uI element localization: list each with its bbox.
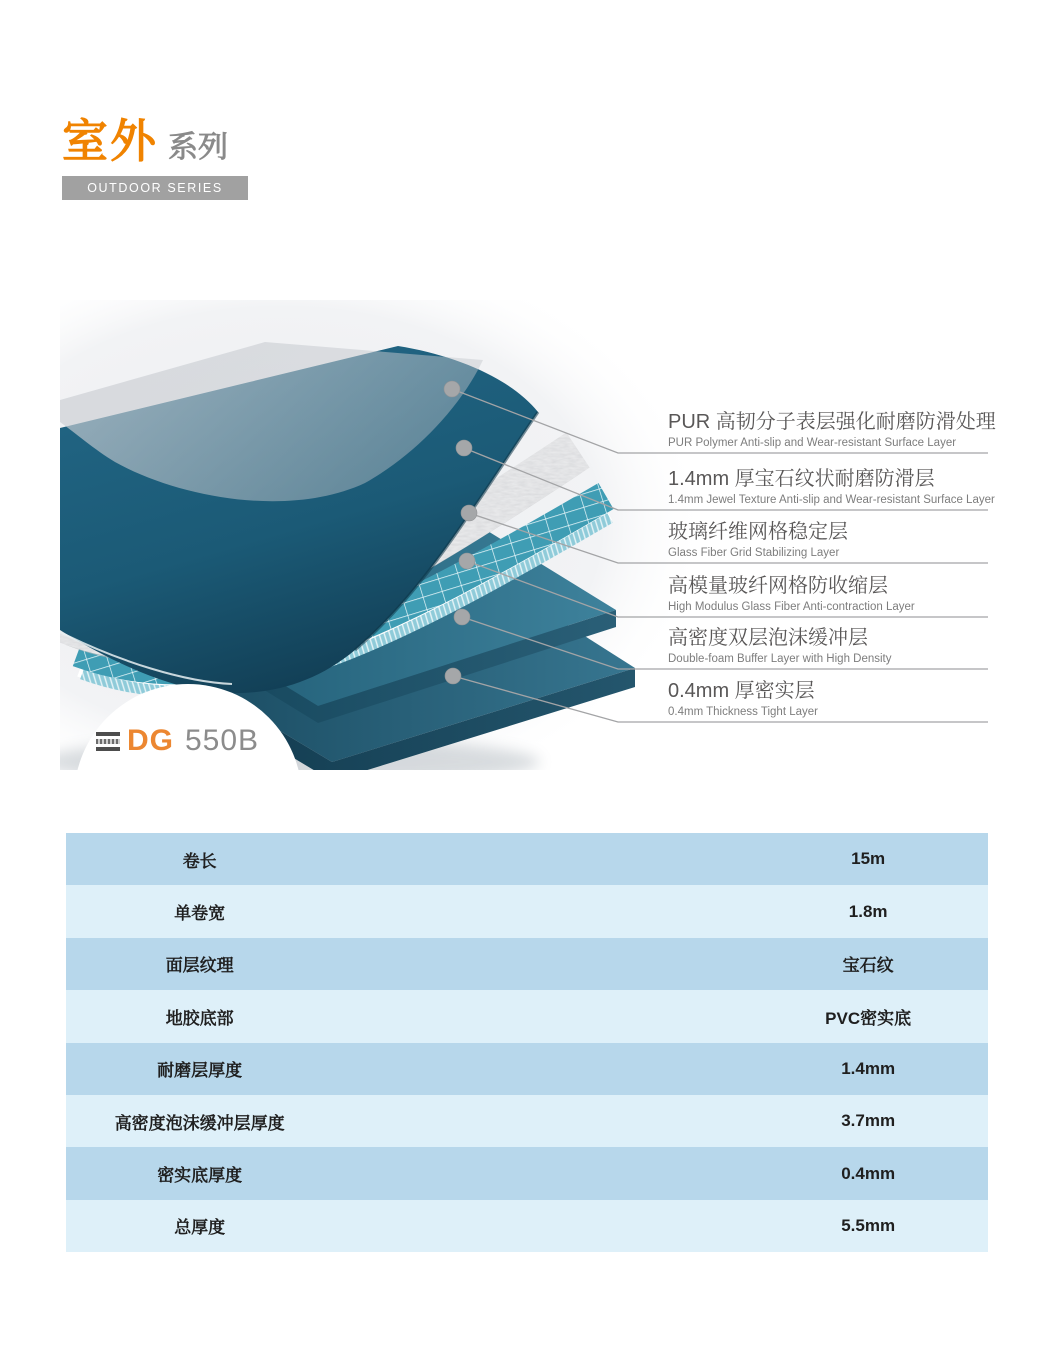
table-row — [66, 1200, 988, 1252]
spec-value: 1.8m — [848, 901, 888, 921]
spec-value: PVC密实底 — [825, 1008, 912, 1028]
callout-subtitle: High Modulus Glass Fiber Anti-contraction Layer — [668, 601, 915, 613]
spec-value: 5.5mm — [841, 1215, 896, 1235]
callout-title: 玻璃纤维网格稳定层 — [668, 521, 848, 543]
layers-icon — [96, 732, 120, 751]
callout-pur-layer — [668, 403, 998, 449]
product-model: 550B — [185, 724, 260, 757]
callout-subtitle: PUR Polymer Anti-slip and Wear-resistant Surface Layer — [668, 437, 957, 449]
callout-subtitle: Glass Fiber Grid Stabilizing Layer — [668, 547, 840, 559]
page-title: 室外 — [62, 115, 158, 167]
spec-label: 单卷宽 — [174, 904, 226, 924]
callout-subtitle: Double-foam Buffer Layer with High Density — [668, 653, 892, 665]
callout-subtitle: 1.4mm Jewel Texture Anti-slip and Wear-resistant Surface Layer — [668, 494, 995, 506]
table-row — [66, 1095, 988, 1147]
callout-anti-contraction-layer — [668, 567, 998, 613]
spec-label: 总厚度 — [174, 1218, 226, 1238]
callout-foam-buffer-layer — [668, 619, 998, 665]
callout-title: 高密度双层泡沫缓冲层 — [668, 627, 868, 649]
spec-value: 0.4mm — [841, 1163, 896, 1183]
callout-jewel-layer — [668, 460, 998, 506]
header — [62, 115, 248, 200]
callout-title: PUR 高韧分子表层强化耐磨防滑处理 — [668, 411, 996, 433]
spec-table — [66, 833, 988, 1252]
series-banner: OUTDOOR SERIES — [62, 176, 248, 200]
callout-fiber-grid-layer — [668, 513, 998, 559]
callout-tight-layer — [668, 672, 998, 718]
table-row — [66, 1043, 988, 1095]
spec-value: 1.4mm — [841, 1058, 896, 1078]
spec-label: 面层纹理 — [165, 956, 234, 976]
table-row — [66, 1147, 988, 1199]
spec-label: 密实底厚度 — [157, 1166, 243, 1186]
callout-title: 高模量玻纤网格防收缩层 — [668, 575, 888, 597]
spec-value: 宝石纹 — [842, 956, 894, 976]
table-row — [66, 990, 988, 1042]
callout-title: 1.4mm 厚宝石纹状耐磨防滑层 — [668, 468, 935, 490]
page-title-suffix: 系列 — [168, 131, 228, 164]
table-row — [66, 833, 988, 885]
spec-label: 高密度泡沫缓冲层厚度 — [114, 1113, 285, 1133]
callout-subtitle: 0.4mm Thickness Tight Layer — [668, 706, 818, 718]
table-row — [66, 885, 988, 937]
spec-label: 耐磨层厚度 — [157, 1061, 243, 1081]
spec-label: 卷长 — [182, 851, 217, 871]
spec-label: 地胶底部 — [165, 1008, 234, 1028]
callout-title: 0.4mm 厚密实层 — [668, 680, 815, 702]
table-row — [66, 938, 988, 990]
spec-value: 15m — [851, 849, 886, 869]
spec-value: 3.7mm — [841, 1111, 896, 1131]
product-brand: DG — [127, 724, 174, 757]
